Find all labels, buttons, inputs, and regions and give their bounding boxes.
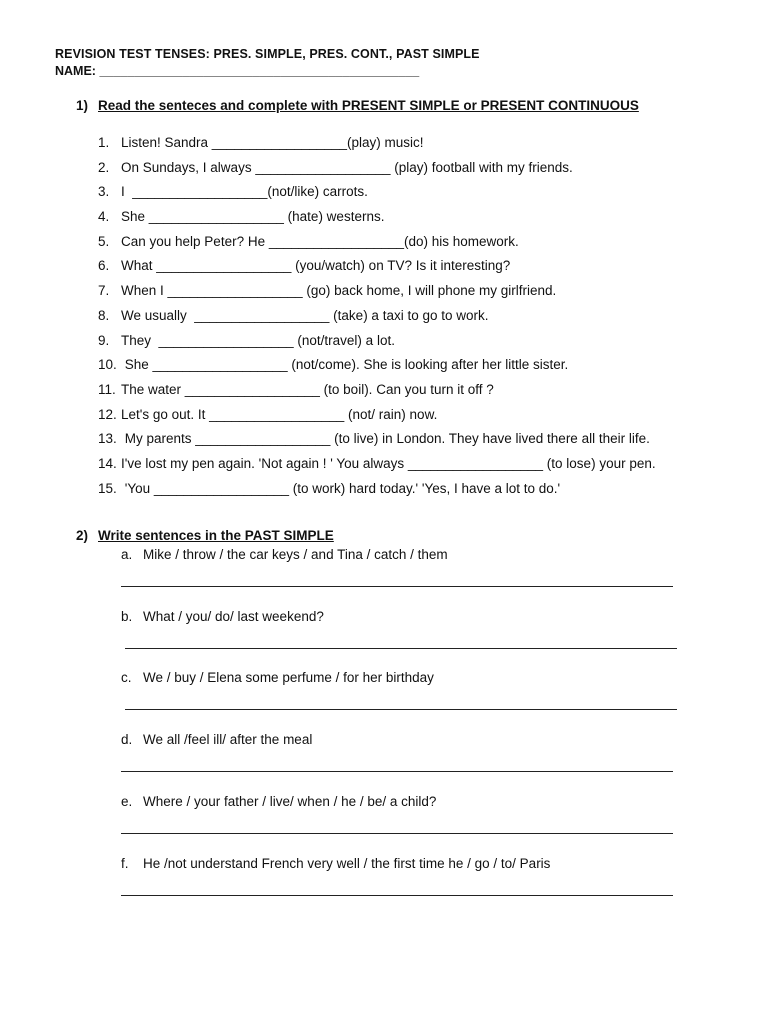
question-number: 14. [98,455,117,471]
exercise-text: He /not understand French very well / the first time he / go / to/ Paris [143,856,551,871]
exercise-prompt [121,609,681,624]
question-item [98,308,656,333]
question-number: 9. [98,332,110,348]
exercise-letter: f. [121,856,129,871]
question-number: 1. [98,135,110,150]
question-text: We usually __________________ (take) a taxi to go to work. [121,307,489,323]
question-item [98,209,656,234]
question-text: I've lost my pen again. 'Not again ! ' You always __________________ (to lose) your pen. [121,455,656,471]
answer-line[interactable] [121,586,673,587]
exercise-item [121,670,681,710]
exercise-text: What / you/ do/ last weekend? [143,609,324,624]
answer-line[interactable] [121,833,673,834]
question-item [98,184,656,209]
section-1-number: 1) [76,98,89,113]
question-number: 13. [98,431,117,447]
section-2-heading [76,528,334,543]
section-2-number: 2) [76,528,89,543]
exercise-prompt [121,732,681,747]
exercise-letter: d. [121,732,133,747]
exercise-text: Where / your father / live/ when / he / be/ a child? [143,794,437,809]
question-text: Can you help Peter? He __________________(do) his homework. [121,233,519,249]
question-number: 10. [98,357,117,373]
exercise-text: Mike / throw / the car keys / and Tina / catch / them [143,547,448,562]
section-2-title: Write sentences in the PAST SIMPLE [98,528,334,543]
section-1-question-list [98,135,656,505]
question-text: Listen! Sandra __________________(play) music! [121,135,424,150]
document-title: REVISION TEST TENSES: PRES. SIMPLE, PRES. CONT., PAST SIMPLE [55,47,480,61]
name-field-line: NAME: ______________________________________________ [55,64,420,78]
question-text: They __________________ (not/travel) a lot. [121,332,395,348]
exercise-prompt [121,670,681,685]
question-item [98,234,656,259]
question-number: 3. [98,184,110,200]
question-number: 8. [98,307,110,323]
question-number: 5. [98,233,110,249]
answer-line[interactable] [121,895,673,896]
exercise-letter: c. [121,670,132,685]
question-text: I __________________(not/like) carrots. [121,184,368,200]
question-item [98,283,656,308]
question-number: 12. [98,406,117,422]
exercise-item [121,547,681,587]
exercise-item [121,609,681,649]
question-text: 'You __________________ (to work) hard today.' 'Yes, I have a lot to do.' [121,480,561,496]
question-item [98,456,656,481]
question-number: 2. [98,159,110,175]
section-1-title: Read the senteces and complete with PRESENT SIMPLE or PRESENT CONTINUOUS [98,98,639,113]
question-item [98,357,656,382]
question-item [98,333,656,358]
exercise-item [121,856,681,896]
question-number: 11. [98,381,116,397]
exercise-prompt [121,794,681,809]
answer-line[interactable] [125,709,677,710]
question-item [98,407,656,432]
question-item [98,135,656,160]
question-number: 7. [98,283,110,299]
exercise-text: We all /feel ill/ after the meal [143,732,313,747]
exercise-item [121,794,681,834]
question-number: 6. [98,258,110,274]
exercise-item [121,732,681,772]
question-number: 15. [98,480,117,496]
question-item [98,481,656,506]
question-item [98,431,656,456]
question-item [98,258,656,283]
exercise-letter: a. [121,547,133,562]
question-item [98,160,656,185]
exercise-letter: b. [121,609,133,624]
section-1-heading [76,98,639,113]
question-text: When I __________________ (go) back home, I will phone my girlfriend. [121,283,557,299]
exercise-text: We / buy / Elena some perfume / for her birthday [143,670,434,685]
question-text: My parents __________________ (to live) in London. They have lived there all their life. [121,431,650,447]
question-number: 4. [98,209,110,225]
question-item [98,382,656,407]
answer-line[interactable] [125,648,677,649]
exercise-prompt [121,547,681,562]
question-text: On Sundays, I always __________________ (play) football with my friends. [121,159,573,175]
exercise-prompt [121,856,681,871]
answer-line[interactable] [121,771,673,772]
question-text: What __________________ (you/watch) on TV? Is it interesting? [121,258,511,274]
exercise-letter: e. [121,794,133,809]
question-text: Let's go out. It __________________ (not/ rain) now. [121,406,438,422]
question-text: The water __________________ (to boil). Can you turn it off ? [121,381,494,397]
question-text: She __________________ (not/come). She is looking after her little sister. [121,357,569,373]
question-text: She __________________ (hate) westerns. [121,209,385,225]
